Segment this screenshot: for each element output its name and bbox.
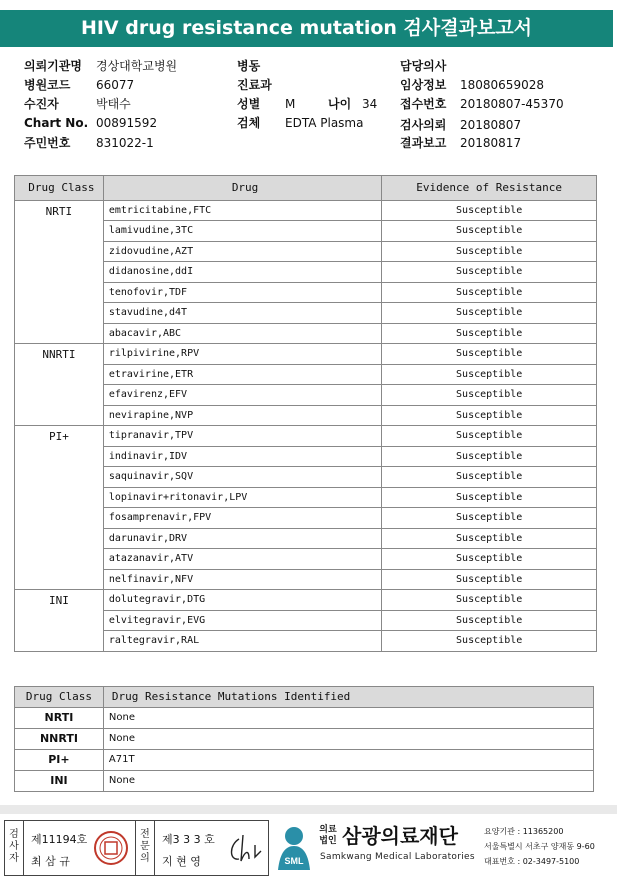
info-label: 검사의뢰 <box>400 118 447 132</box>
info-value: 831022-1 <box>96 136 154 150</box>
resistance-cell: Susceptible <box>382 549 597 570</box>
info-label: 진료과 <box>237 78 272 92</box>
report-title: HIV drug resistance mutation 검사결과보고서 <box>0 10 613 47</box>
resistance-cell: Susceptible <box>382 405 597 426</box>
org-address: 서울특별시 서초구 양재동 9-60 <box>484 842 595 851</box>
table-row <box>15 770 594 791</box>
drug-class-cell: PI+ <box>15 749 104 770</box>
resistance-cell: Susceptible <box>382 528 597 549</box>
table-row <box>15 426 597 447</box>
drug-cell: efavirenz,EFV <box>103 385 382 406</box>
mutation-cell: A71T <box>103 749 593 770</box>
info-field <box>400 95 564 112</box>
info-field <box>24 76 134 93</box>
info-label: 의뢰기관명 <box>24 59 82 73</box>
info-label: 담당의사 <box>400 59 447 73</box>
drug-cell: abacavir,ABC <box>103 323 382 344</box>
drug-cell: saquinavir,SQV <box>103 467 382 488</box>
resistance-cell: Susceptible <box>382 467 597 488</box>
drug-cell: indinavir,IDV <box>103 446 382 467</box>
table-row <box>15 200 597 221</box>
info-value: 박태수 <box>96 97 131 111</box>
table-row <box>15 344 597 365</box>
info-value: 경상대학교병원 <box>96 59 178 73</box>
org-phone: 대표번호 : 02-3497-5100 <box>484 857 580 866</box>
info-value: 66077 <box>96 78 135 92</box>
info-field <box>24 116 157 130</box>
resistance-cell: Susceptible <box>382 385 597 406</box>
info-value: M <box>285 97 296 111</box>
resistance-cell: Susceptible <box>382 487 597 508</box>
info-value: EDTA Plasma <box>285 116 364 130</box>
info-label: 수진자 <box>24 97 59 111</box>
table-row <box>15 707 594 728</box>
institution-code: 요양기관 : 11365200 <box>484 827 564 836</box>
examiner-seal-icon <box>93 830 129 866</box>
resistance-cell: Susceptible <box>382 364 597 385</box>
table-header-row <box>15 687 594 708</box>
drug-cell: rilpivirine,RPV <box>103 344 382 365</box>
header-drug-class: Drug Class <box>15 176 104 201</box>
info-field <box>400 134 521 151</box>
resistance-cell: Susceptible <box>382 590 597 611</box>
info-field <box>400 116 521 133</box>
info-field <box>24 134 154 151</box>
drug-cell: fosamprenavir,FPV <box>103 508 382 529</box>
drug-cell: lamivudine,3TC <box>103 221 382 242</box>
specialist-name: 지 현 영 <box>162 855 201 868</box>
resistance-cell: Susceptible <box>382 631 597 652</box>
info-label: 나이 <box>328 97 352 111</box>
drug-cell: darunavir,DRV <box>103 528 382 549</box>
mutation-cell: None <box>103 770 593 791</box>
org-prefix: 의료 법인 <box>319 825 337 846</box>
info-label: Chart No. <box>24 116 89 130</box>
header-drug: Drug <box>103 176 382 201</box>
header-mutations: Drug Resistance Mutations Identified <box>103 687 593 708</box>
table-row <box>15 590 597 611</box>
info-field <box>237 95 295 112</box>
info-label: 주민번호 <box>24 136 71 150</box>
info-label: 병원코드 <box>24 78 71 92</box>
info-value: 18080659028 <box>460 78 544 92</box>
resistance-cell: Susceptible <box>382 446 597 467</box>
drug-cell: elvitegravir,EVG <box>103 610 382 631</box>
info-field <box>237 114 363 131</box>
info-value: 20180807-45370 <box>460 97 564 111</box>
svg-text:SML: SML <box>284 856 304 866</box>
drug-cell: emtricitabine,FTC <box>103 200 382 221</box>
info-label: 성별 <box>237 97 261 111</box>
sml-logo-icon <box>272 822 318 872</box>
drug-cell: didanosine,ddI <box>103 262 382 283</box>
resistance-cell: Susceptible <box>382 508 597 529</box>
info-field <box>24 57 177 74</box>
examiner-license: 제11194호 <box>31 833 88 846</box>
mutation-cell: None <box>103 728 593 749</box>
drug-class-cell: NRTI <box>15 200 104 344</box>
org-english-name: Samkwang Medical Laboratories <box>320 852 475 862</box>
drug-cell: stavudine,d4T <box>103 303 382 324</box>
info-label: 결과보고 <box>400 136 447 150</box>
mutation-cell: None <box>103 707 593 728</box>
resistance-cell: Susceptible <box>382 262 597 283</box>
specialist-label: 전 문 의 <box>140 829 150 864</box>
info-label: 접수번호 <box>400 97 447 111</box>
resistance-cell: Susceptible <box>382 610 597 631</box>
examiner-name: 최 삼 규 <box>31 855 70 868</box>
info-value: 20180807 <box>460 118 522 132</box>
drug-cell: lopinavir+ritonavir,LPV <box>103 487 382 508</box>
info-field <box>328 95 377 112</box>
drug-cell: raltegravir,RAL <box>103 631 382 652</box>
info-label: 병동 <box>237 59 261 73</box>
info-value: 34 <box>362 97 378 111</box>
header-evidence: Evidence of Resistance <box>382 176 597 201</box>
resistance-cell: Susceptible <box>382 303 597 324</box>
drug-class-cell: INI <box>15 770 104 791</box>
info-label: 검체 <box>237 116 261 130</box>
signature-box <box>4 820 269 876</box>
info-value: 00891592 <box>96 116 158 130</box>
drug-cell: dolutegravir,DTG <box>103 590 382 611</box>
resistance-cell: Susceptible <box>382 569 597 590</box>
info-field <box>237 57 285 74</box>
resistance-cell: Susceptible <box>382 221 597 242</box>
header-drug-class: Drug Class <box>15 687 104 708</box>
table-row <box>15 728 594 749</box>
table-header-row <box>15 176 597 201</box>
resistance-cell: Susceptible <box>382 200 597 221</box>
info-field <box>237 76 285 93</box>
resistance-table <box>14 175 597 652</box>
drug-class-cell: PI+ <box>15 426 104 590</box>
org-name: 삼광의료재단 <box>342 824 458 848</box>
specialist-signature-icon <box>225 831 265 867</box>
table-row <box>15 749 594 770</box>
specialist-license: 제3 3 3 호 <box>162 833 215 846</box>
drug-cell: nelfinavir,NFV <box>103 569 382 590</box>
resistance-cell: Susceptible <box>382 344 597 365</box>
drug-cell: etravirine,ETR <box>103 364 382 385</box>
info-value: 20180817 <box>460 136 522 150</box>
resistance-cell: Susceptible <box>382 323 597 344</box>
info-field <box>400 76 544 93</box>
resistance-cell: Susceptible <box>382 241 597 262</box>
drug-cell: atazanavir,ATV <box>103 549 382 570</box>
footer-separator <box>0 805 617 814</box>
drug-class-cell: NNRTI <box>15 344 104 426</box>
drug-cell: zidovudine,AZT <box>103 241 382 262</box>
drug-cell: tipranavir,TPV <box>103 426 382 447</box>
info-field <box>24 95 131 112</box>
drug-class-cell: NRTI <box>15 707 104 728</box>
drug-cell: nevirapine,NVP <box>103 405 382 426</box>
resistance-cell: Susceptible <box>382 426 597 447</box>
drug-cell: tenofovir,TDF <box>103 282 382 303</box>
drug-class-cell: NNRTI <box>15 728 104 749</box>
resistance-cell: Susceptible <box>382 282 597 303</box>
drug-class-cell: INI <box>15 590 104 652</box>
info-label: 임상정보 <box>400 78 447 92</box>
info-field <box>400 57 460 74</box>
mutations-table <box>14 686 594 792</box>
examiner-label: 검 사 자 <box>9 829 19 864</box>
